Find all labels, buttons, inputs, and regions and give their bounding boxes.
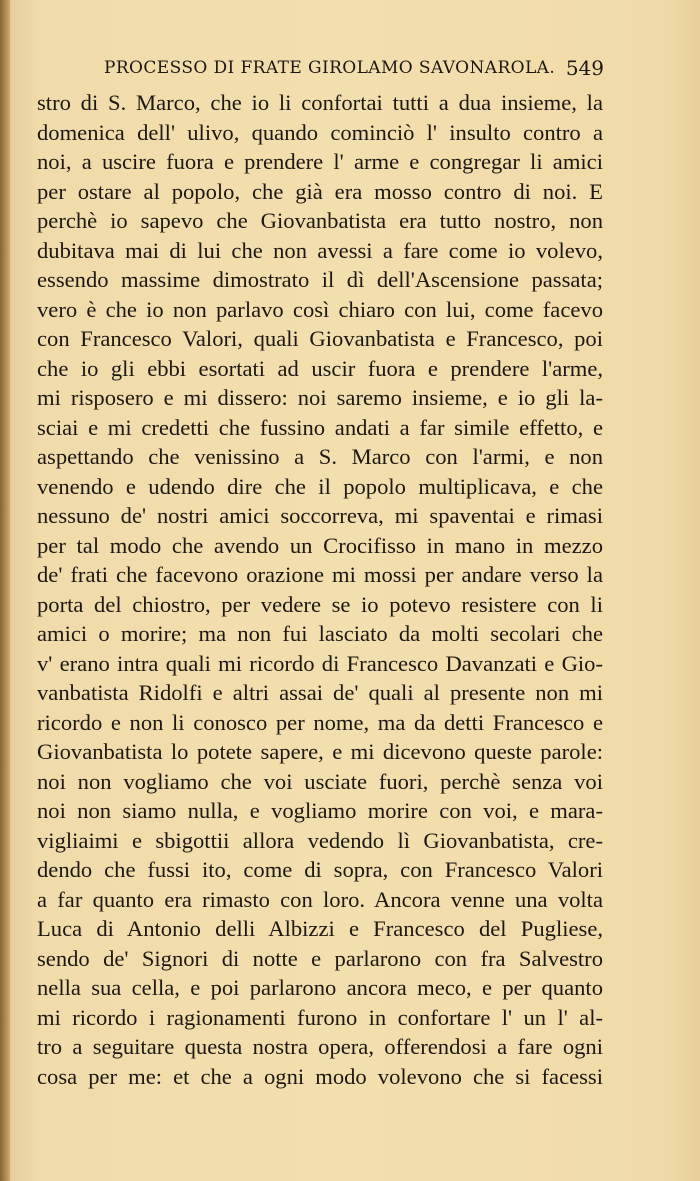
- text-line: vanbatista Ridolfi e altri assai de' quali al presente non mi: [37, 680, 603, 705]
- text-line: ricordo e non li conosco per nome, ma da detti Francesco e: [37, 709, 603, 735]
- text-line: essendo massime dimostrato il dì dell'Ascensione passata;: [37, 267, 603, 292]
- text-line: amici o morire; ma non fui lasciato da molti secolari che: [37, 621, 603, 646]
- text-line: porta del chiostro, per vedere se io potevo resistere con li: [37, 591, 603, 617]
- running-title: PROCESSO DI FRATE GIROLAMO SAVONAROLA.: [104, 58, 556, 78]
- text-line: mi ricordo i ragionamenti furono in confortare l' un l' al-: [37, 1004, 603, 1030]
- text-line: stro di S. Marco, che io li confortai tutti a dua insieme, la: [37, 90, 603, 115]
- text-line: per ostare al popolo, che già era mosso contro di noi. E: [37, 178, 603, 204]
- text-line: nessuno de' nostri amici soccorreva, mi spaventai e rimasi: [37, 503, 603, 528]
- body-text: [37, 88, 603, 1091]
- text-line: noi non vogliamo che voi usciate fuori, perchè senza voi: [37, 768, 603, 794]
- text-line: noi, a uscire fuora e prendere l' arme e congregar li amici: [37, 149, 603, 174]
- text-line: che io gli ebbi esortati ad uscir fuora e prendere l'arme,: [37, 355, 603, 381]
- page-binding-edge: [0, 0, 10, 1181]
- text-line: dendo che fussi ito, come di sopra, con Francesco Valori: [37, 857, 603, 882]
- text-line: dubitava mai di lui che non avessi a fare come io volevo,: [37, 237, 603, 263]
- text-line: a far quanto era rimasto con loro. Ancora venne una volta: [37, 886, 603, 912]
- running-head: [104, 58, 604, 84]
- text-line: vigliaimi e sbigottii allora vedendo lì Giovanbatista, cre-: [37, 827, 603, 853]
- text-line: de' frati che facevono orazione mi mossi per andare verso la: [37, 562, 603, 587]
- text-line: sciai e mi credetti che fussino andati a far simile effetto, e: [37, 414, 603, 440]
- text-line: cosa per me: et che a ogni modo volevono che si facessi: [37, 1063, 603, 1089]
- text-line: domenica dell' ulivo, quando cominciò l' insulto contro a: [37, 119, 603, 145]
- text-line: nella sua cella, e poi parlarono ancora meco, e per quanto: [37, 975, 603, 1000]
- page-number: 549: [565, 56, 604, 80]
- text-line: vero è che io non parlavo così chiaro con lui, come facevo: [37, 296, 603, 322]
- text-line: perchè io sapevo che Giovanbatista era tutto nostro, non: [37, 208, 603, 233]
- text-line: aspettando che venissino a S. Marco con l'armi, e non: [37, 444, 603, 469]
- text-line: con Francesco Valori, quali Giovanbatista e Francesco, poi: [37, 326, 603, 351]
- text-line: venendo e udendo dire che il popolo multiplicava, e che: [37, 473, 603, 499]
- text-line: sendo de' Signori di notte e parlarono con fra Salvestro: [37, 945, 603, 971]
- text-line: Giovanbatista lo potete sapere, e mi dicevono queste parole:: [37, 739, 603, 764]
- text-line: mi risposero e mi dissero: noi saremo insieme, e io gli la-: [37, 385, 603, 410]
- text-line: Luca di Antonio delli Albizzi e Francesco del Pugliese,: [37, 916, 603, 941]
- text-line: noi non siamo nulla, e vogliamo morire con voi, e mara-: [37, 798, 603, 823]
- text-line: v' erano intra quali mi ricordo di Francesco Davanzati e Gio-: [37, 650, 603, 676]
- text-line: per tal modo che avendo un Crocifisso in mano in mezzo: [37, 532, 603, 558]
- text-line: tro a seguitare questa nostra opera, offerendosi a fare ogni: [37, 1034, 603, 1059]
